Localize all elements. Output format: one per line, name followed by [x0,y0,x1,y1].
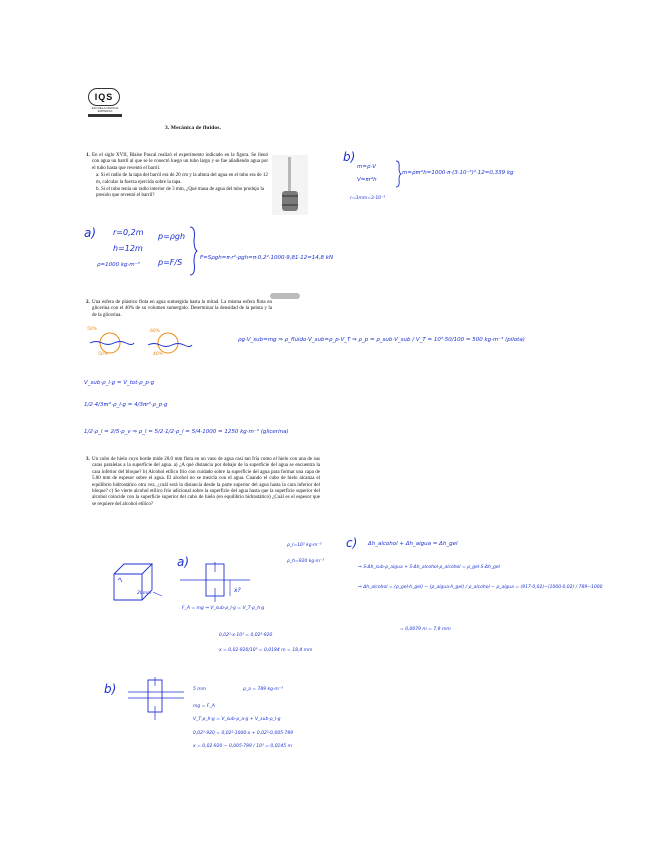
problem-3-text: Un cubo de hielo cuyo borde mide 20.0 mm flota en un vaso de agua casi tan fría como el hielo con una de sus caras paralelas a la superficie del agua. a) ¿A qué distancia por debajo de la superficie del agua se encuentra la cara inferior del bloque? b) Alcohol etílico frío con cuidado sobre la superficie del agua para formar una capa de 5.00 mm de espesor sobre el agua. El alcohol no se mezcla con el agua. Cuando el cubo de hielo alcanza el equilibrio hidrostático otra vez, ¿cuál será la distancia desde la parte superior del agua hasta la cara inferior del bloque? c) Se vierte alcohol etílico frío adicional sobre la superficie del agua hasta que la superficie superior del alcohol coincide con la superficie superior del cubo de hielo (en equilibrio hidrostático) ¿Cuál es el espesor que se requiere del alcohol etílico? [92,457,320,507]
hw-3a-line3: x = 0,02·920/10³ = 0,0184 m = 18,4 mm [219,648,313,653]
hw-2-line3: 1/2·ρ_l = 2/5·ρ_v ⇒ ρ_l = 5/2·1/2·ρ_l = 5/4·1000 = 1250 kg·m⁻³ (glicerina) [84,429,289,435]
floating-block-diagram-a [180,558,260,608]
logo-subtitle: ESCUELA CIENCIA EMPRESA [91,106,119,113]
hw-3b-line2: V_T·ρ_h·g = V_sub·ρ_a·g + V_sub·ρ_l·g [193,717,281,722]
hw-3a-label: a) [177,555,190,569]
hw-1a-pressure1: p=ρgh [158,232,186,241]
hw-1b-line1: m=ρ·V [357,164,376,170]
barrel-photo [272,155,308,215]
hw-3c-result: = 0,0079 m = 7,9 mm [400,627,451,632]
hw-2-sphere1-top: 50% [87,327,98,332]
hw-1a-result: F=Sρgh=π·r²·ρgh=π·0,2²·1000·9,81·12=14,8 kN [200,255,334,261]
problem-1a-text: a. Si el radio de la tapa del barril era de 20 cm y la altura del agua en el tubo era de 12 m, calcular la fuerza ejercida sobre la tapa. [96,173,268,185]
hw-3b-rho-alcohol: ρ_a = 789 kg·m⁻³ [243,687,283,692]
hw-2-line1: V_sub·ρ_l·g = V_tot·ρ_p·g [84,380,155,386]
hw-1a-line1: r=0,2m [113,228,144,237]
problem-1-number: 1. [86,153,90,158]
hw-1a-line3: ρ=1000 kg·m⁻³ [97,262,140,268]
hw-3b-thickness: 5 mm [193,687,207,692]
hw-3b-label: b) [104,682,117,696]
hw-1b-result: m=ρπr²h=1000·π·(3·10⁻³)²·12=0,339 kg [402,170,514,176]
hw-1b-radius: r=3mm=3·10⁻³ [350,196,386,201]
hw-3b-line1: mg = F_A [193,704,215,709]
problem-3-number: 3. [86,457,90,462]
hw-1a-pressure2: p=F/S [158,258,183,267]
problem-1-text: En el siglo XVII, Blaise Pascal realizó el experimento indicado en la figura. Se llenó con agua un barril al que se le conectó luego un tubo largo y se fue añadiendo agua por el tubo hasta que reventó el barril. [92,153,268,171]
hw-3a-line2: 0,02³·x·10³ = 0,02³·920 [219,633,273,638]
problem-1b-text: b. Si el tubo tenía un radio interior de 3 mm, ¿Qué masa de agua del tubo produjo la presión que reventó el barril? [96,187,265,199]
hw-1b-brace [394,160,402,188]
sphere-photo [270,293,300,299]
hw-1a-label: a) [84,226,97,240]
svg-text:x?: x? [234,587,241,594]
problem-2-text: Una esfera de plástico flota en agua sumergida hasta la mitad. La misma esfera flota en glicerina con el 40% de su volumen sumergido. Determinar la densidad de la pelota y la de la glicerina. [92,300,272,318]
hw-3c-line3: ⇒ Δh_alcohol = (ρ_gel·h_gel) − (ρ_aigua·h_gel) / ρ_alcohol − ρ_aigua = (917·0,02)−(1000·0,02) / 789−1000 [358,585,603,590]
floating-block-diagram-b [128,676,188,724]
iqs-logo [88,88,122,116]
problem-1 [86,153,268,200]
ice-cube-sketch [110,560,166,604]
hw-3b-line4: x = 0,02·920 − 0,005·789 / 10³ = 0,0145 m [193,744,292,749]
problem-3 [86,457,320,508]
hw-3c-line2: ⇒ S·Δh_sub·ρ_aigua + S·Δh_alcohol·ρ_alcohol = ρ_gel·S·Δh_gel [358,565,500,570]
hw-1a-brace [188,226,198,276]
hw-2-line2: 1/2·4/3πr³·ρ_l·g = 4/3πr³·ρ_p·g [84,402,168,408]
section-title: 3. Mecánica de fluidos. [165,125,221,131]
hw-3a-line1: F_A = mg ⇒ V_sub·ρ_l·g = V_T·ρ_h·g [182,606,265,611]
hw-3c-label: c) [346,536,358,550]
hw-3-rho-ice: ρ_h=920 kg·m⁻³ [287,559,325,564]
hw-2-sphere2-bottom: 40% [153,352,164,357]
hw-2-sphere1-bottom: 50% [98,352,109,357]
hw-3-cube-size: 20mm [137,591,152,596]
hw-2-equation: ρg·V_sub=mg ⇒ ρ_fluido·V_sub=ρ_p·V_T ⇒ ρ_p = ρ_sub·V_sub / V_T = 10³·50/100 = 500 kg·m⁻³ (pilota) [238,337,525,343]
logo-text: IQS [88,88,120,106]
hw-1a-line2: h=12m [113,244,143,253]
hw-2-sphere2-top: 60% [150,329,161,334]
hw-3c-line1: Δh_alcohol + Δh_aigua = Δh_gel [368,541,458,547]
problem-2 [86,300,272,319]
hw-1b-label: b) [343,150,356,164]
problem-2-number: 2. [86,300,90,305]
barrel-illustration [272,155,308,215]
hw-3-rho-water: ρ_l=10³ kg·m⁻³ [287,543,322,548]
hw-1b-line2: V=πr²h [357,177,377,183]
logo-bar [88,114,122,117]
hw-3b-line3: 0,02³·920 = 0,02²·1000·x + 0,02²·0,005·789 [193,731,294,736]
